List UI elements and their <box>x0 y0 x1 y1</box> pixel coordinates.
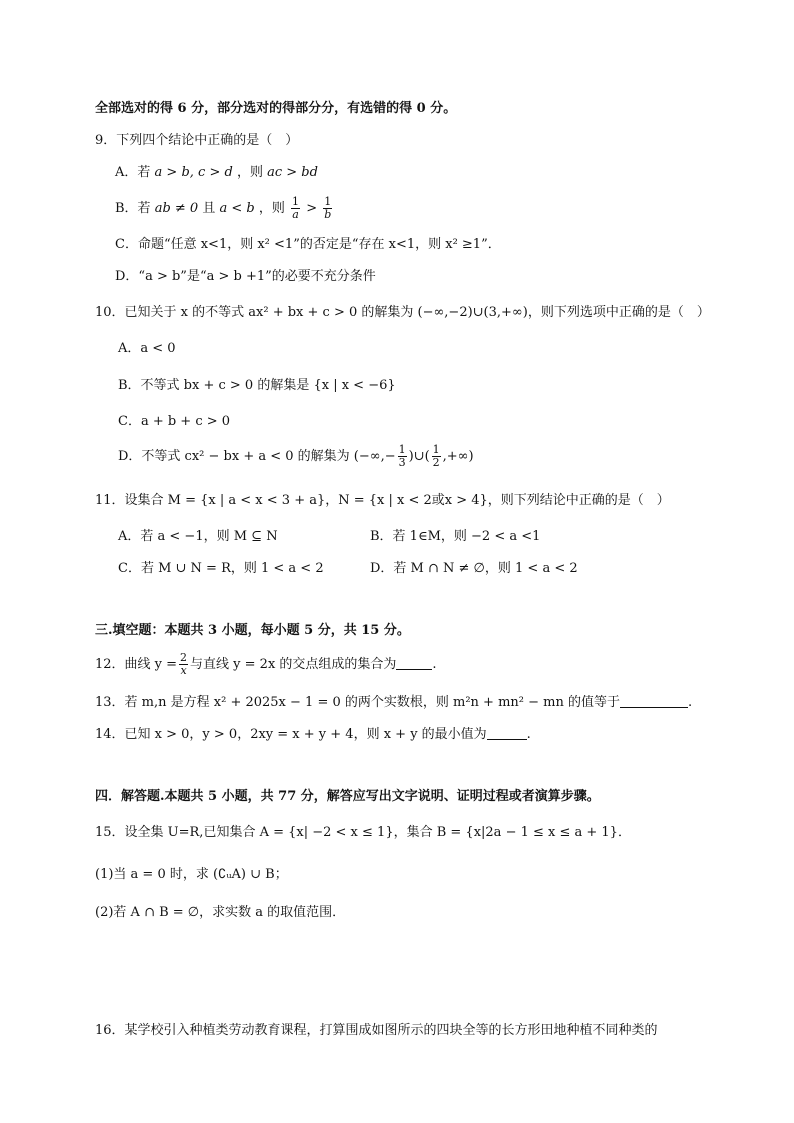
q12 <box>95 648 437 682</box>
q9-a-mid: ，则 <box>236 165 263 180</box>
q9-b-math: ab ≠ 0 <box>154 201 199 216</box>
q9-b-mid2: ，则 <box>258 201 285 216</box>
q12-end: . <box>432 657 437 672</box>
q9-b-mid: 且 <box>202 201 216 216</box>
q10-option-d <box>118 440 474 474</box>
q10-d-post: ,+∞) <box>442 449 474 464</box>
q10-d-mid: )∪( <box>408 449 430 464</box>
section-note: 全部选对的得 6 分，部分选对的得部分分，有选错的得 0 分。 <box>95 101 457 116</box>
q9-b-label: B．若 <box>115 201 151 216</box>
q11-option-b: B．若 1∈M，则 −2 < a <1 <box>370 529 541 544</box>
q9-b-gt: > <box>306 201 318 216</box>
q10-option-a: A．a < 0 <box>118 341 176 356</box>
q14-answer-blank[interactable] <box>487 727 527 740</box>
q12-frac: $\frac{2}{x}$ <box>180 651 188 677</box>
q16-stem: 16．某学校引入种植类劳动教育课程，打算围成如图所示的四块全等的长方形田地种植不同种类的 <box>95 1023 658 1038</box>
q15-part2: (2)若 A ∩ B = ∅，求实数 a 的取值范围． <box>95 905 346 920</box>
q14-text: 14．已知 x > 0，y > 0，2xy = x + y + 4，则 x + y 的最小值为 <box>95 727 487 742</box>
q12-answer-blank[interactable] <box>396 657 432 670</box>
section4-title: 四．解答题.本题共 5 小题，共 77 分，解答应写出文字说明、证明过程或者演算步骤。 <box>95 789 600 804</box>
q14-end: . <box>526 727 531 742</box>
q13-text: 13．若 m,n 是方程 x² + 2025x − 1 = 0 的两个实数根，则 m²n + mn² − mn 的值等于 <box>95 695 620 710</box>
q15-stem: 15．设全集 U=R,已知集合 A = {x| −2 < x ≤ 1}，集合 B = {x|2a − 1 ≤ x ≤ a + 1}． <box>95 825 631 840</box>
q11-option-a: A．若 a < −1，则 M ⊆ N <box>118 529 278 544</box>
q15-part1: (1)当 a = 0 时，求 (∁ᵤA) ∪ B； <box>95 867 288 882</box>
q9-a-math2: ac > bd <box>267 165 318 180</box>
q9-stem: 9．下列四个结论中正确的是（ ） <box>95 133 299 148</box>
q10-d-frac1: $\frac{1}{3}$ <box>398 443 406 469</box>
q11-option-d: D．若 M ∩ N ≠ ∅，则 1 < a < 2 <box>370 561 578 576</box>
q9-b-math2: a < b <box>219 201 255 216</box>
q14 <box>95 726 531 744</box>
q12-pre: 12．曲线 y = <box>95 657 178 672</box>
q10-d-frac2: $\frac{1}{2}$ <box>432 443 440 469</box>
q9-option-b <box>115 194 334 224</box>
q11-stem: 11．设集合 M = {x | a < x < 3 + a}，N = {x | x < 2或x > 4}，则下列结论中正确的是（ ） <box>95 493 670 508</box>
q9-option-a <box>115 164 318 182</box>
q9-option-c: C．命题“任意 x<1，则 x² <1”的否定是“存在 x<1，则 x² ≥1”． <box>115 237 501 252</box>
q10-option-b: B．不等式 bx + c > 0 的解集是 {x | x < −6} <box>118 378 396 393</box>
q9-b-frac1: $\frac{1}{a}$ <box>292 195 300 221</box>
section3-title: 三.填空题：本题共 3 小题，每小题 5 分，共 15 分。 <box>95 623 410 638</box>
q11-option-c: C．若 M ∪ N = R，则 1 < a < 2 <box>118 561 324 576</box>
q9-b-frac2: $\frac{1}{b}$ <box>324 195 332 221</box>
q13 <box>95 694 692 712</box>
q13-end: . <box>687 695 693 710</box>
q13-answer-blank[interactable] <box>620 695 688 708</box>
q10-stem: 10．已知关于 x 的不等式 ax² + bx + c > 0 的解集为 (−∞,−2)∪(3,+∞)，则下列选项中正确的是（ ） <box>95 305 710 320</box>
q10-option-c: C．a + b + c > 0 <box>118 414 231 429</box>
q9-a-math: a > b, c > d <box>154 165 233 180</box>
q9-a-label: A．若 <box>115 165 151 180</box>
q9-option-d: D．“a > b”是“a > b +1”的必要不充分条件 <box>115 269 376 284</box>
q12-post: 与直线 y = 2x 的交点组成的集合为 <box>190 657 397 672</box>
q10-d-pre: D．不等式 cx² − bx + a < 0 的解集为 (−∞,− <box>118 449 396 464</box>
